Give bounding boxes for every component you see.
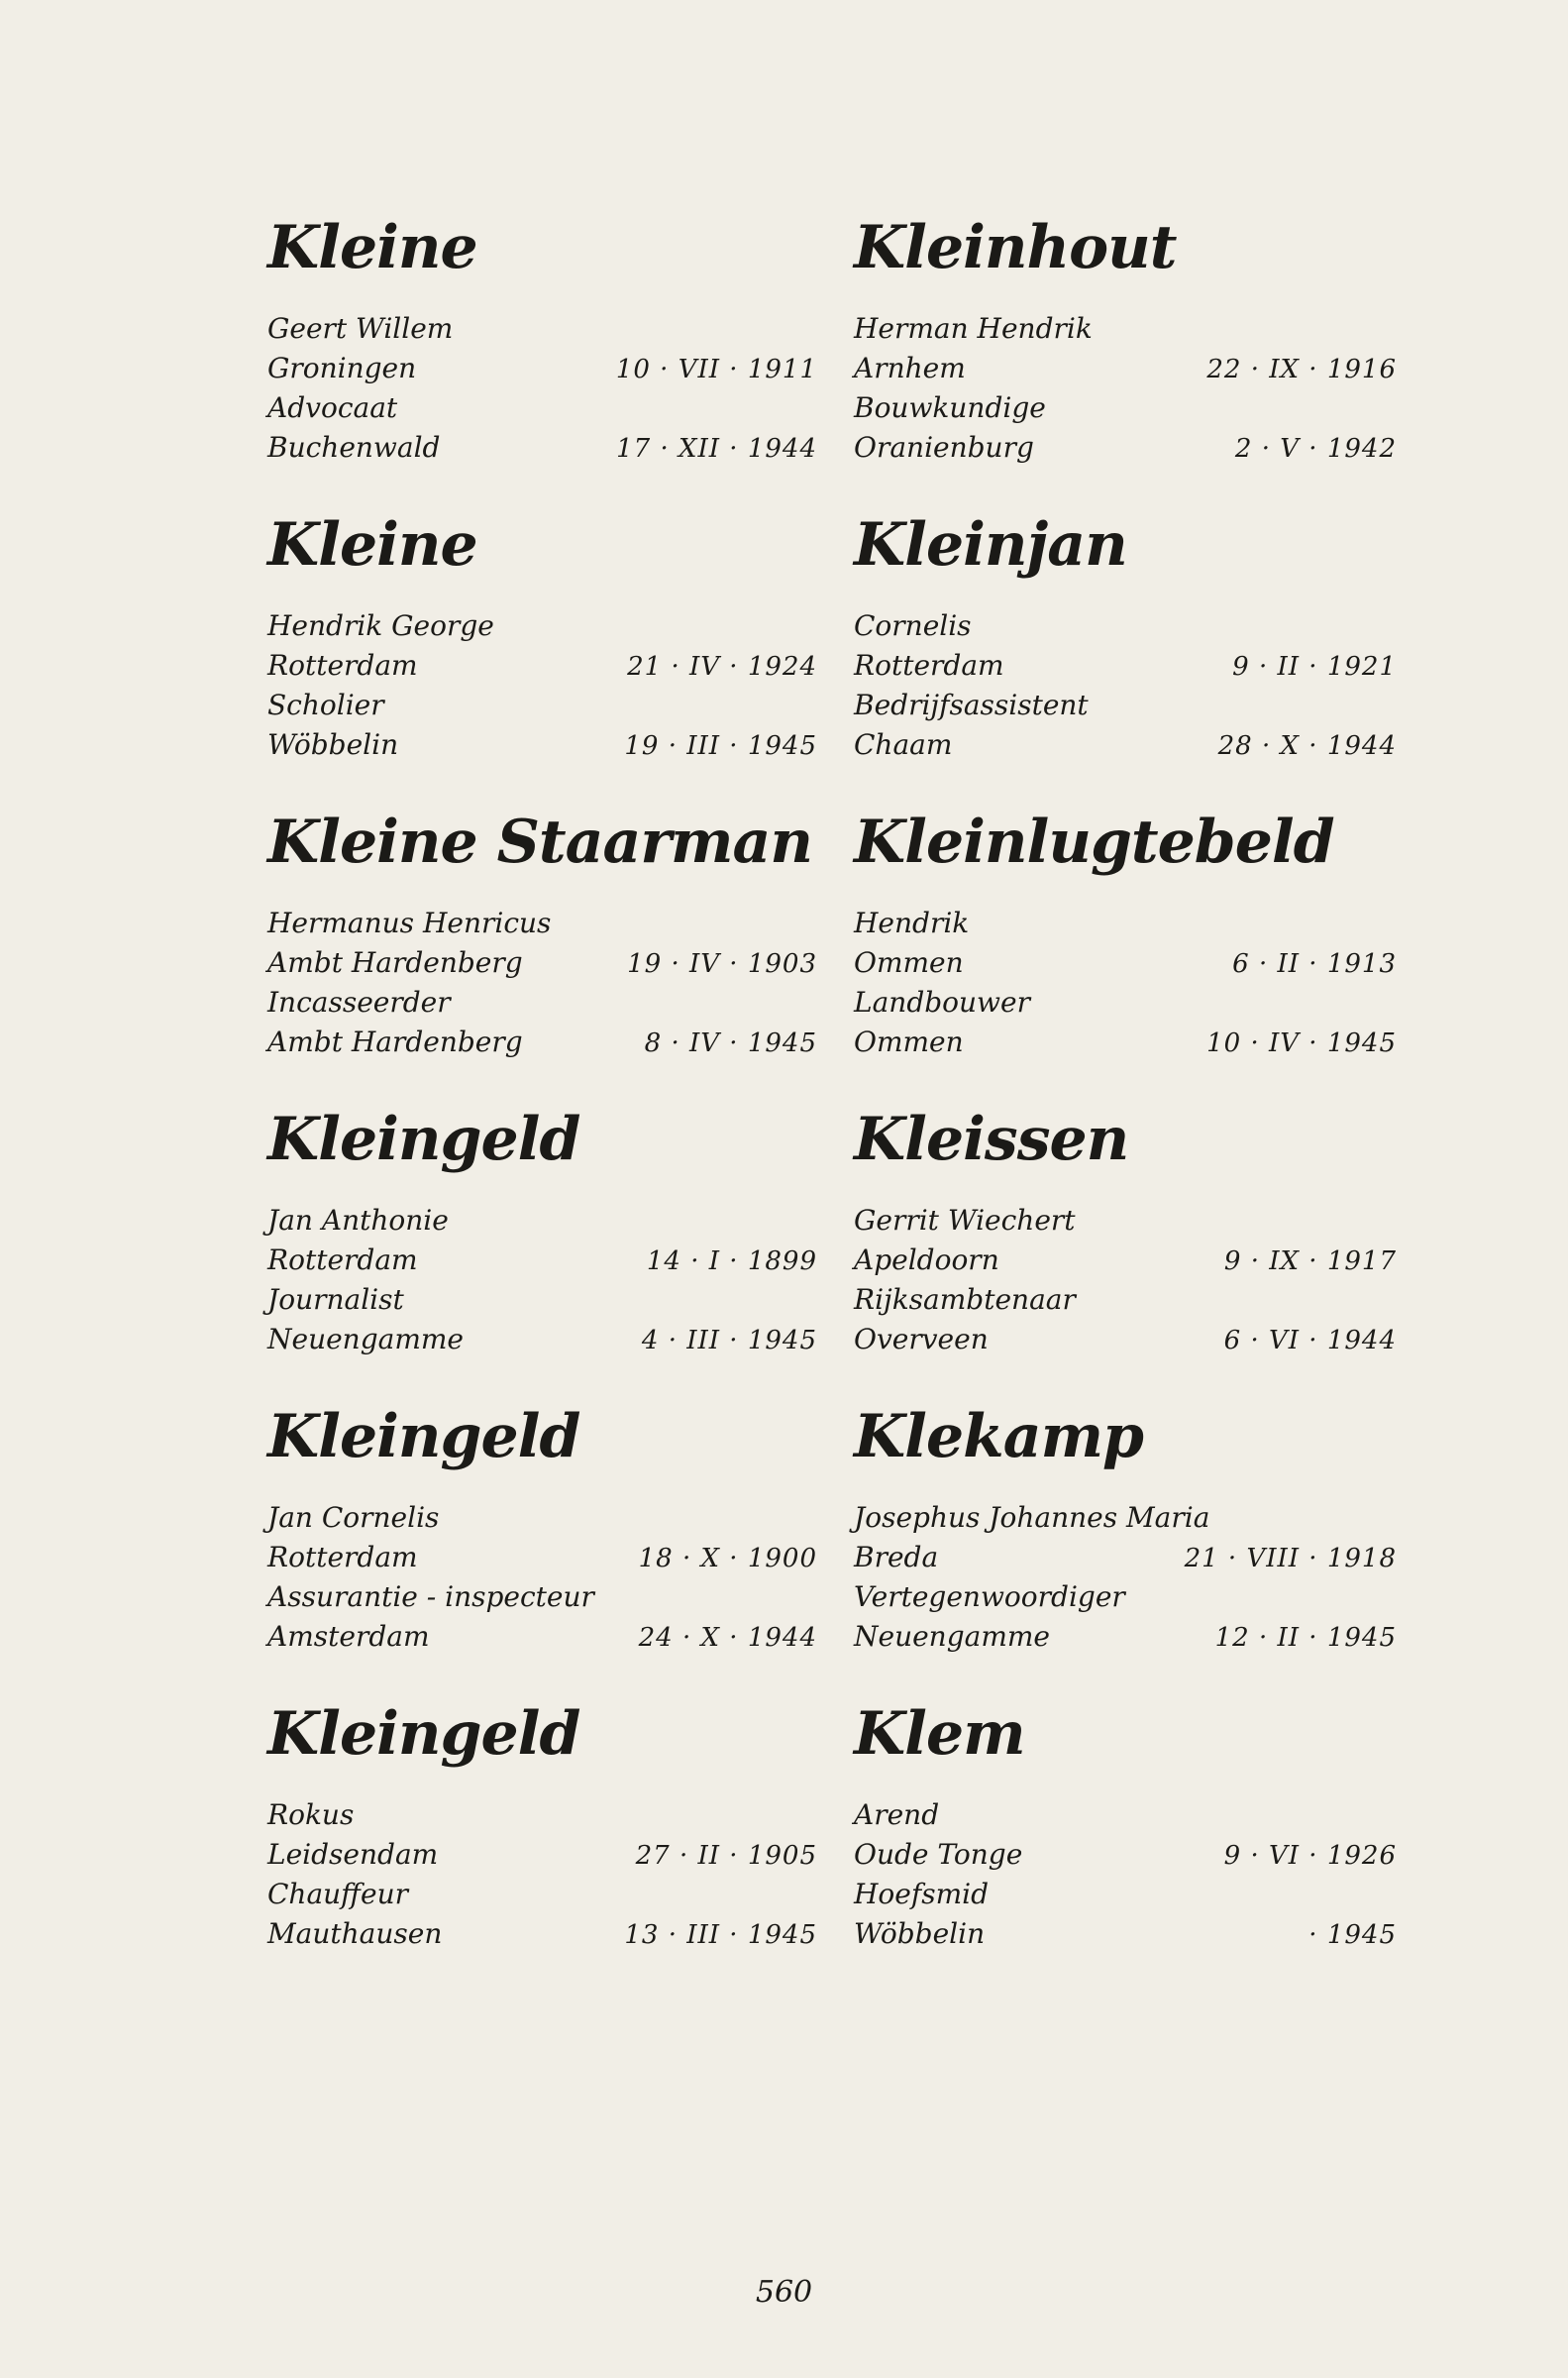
row-occupation [854, 1577, 1397, 1617]
birthplace: Oude Tonge [854, 1838, 1023, 1871]
birth-date: 21 · IV · 1924 [627, 652, 817, 682]
death-place: Overveen [854, 1323, 989, 1355]
entry-left-6 [267, 1699, 817, 1954]
birth-date: 19 · IV · 1903 [627, 949, 817, 979]
row-birth [267, 646, 817, 686]
row-death [854, 428, 1397, 468]
entry-right-6 [854, 1699, 1397, 1954]
row-birth-name [267, 309, 817, 349]
surname: Kleissen [854, 1105, 1129, 1174]
entry-right-2 [854, 510, 1397, 765]
row-birth-name [267, 1498, 817, 1538]
surname: Klekamp [854, 1402, 1144, 1471]
death-place: Neuengamme [854, 1620, 1050, 1653]
row-birth [267, 349, 817, 388]
surname: Kleingeld [267, 1105, 580, 1174]
row-birth-name [854, 904, 1397, 943]
occupation: Landbouwer [854, 986, 1030, 1019]
surname: Kleine [267, 510, 477, 580]
row-birth-name [854, 1201, 1397, 1241]
row-death [854, 1617, 1397, 1657]
occupation: Bedrijfsassistent [854, 689, 1089, 721]
row-death [854, 1320, 1397, 1359]
row-birth-name [267, 1795, 817, 1835]
row-birth-name [854, 606, 1397, 646]
occupation: Scholier [267, 689, 384, 721]
page-number: 560 [755, 2275, 813, 2310]
surname: Kleine Staarman [267, 808, 812, 877]
surname: Kleine [267, 213, 477, 282]
row-birth-name [854, 1498, 1397, 1538]
death-date: 2 · V · 1942 [1234, 434, 1397, 464]
birth-date: 6 · II · 1913 [1232, 949, 1397, 979]
death-place: Ommen [854, 1026, 964, 1058]
surname: Kleinjan [854, 510, 1127, 580]
given-names: Hendrik [854, 907, 970, 939]
birthplace: Ambt Hardenberg [267, 946, 523, 979]
row-birth [854, 1241, 1397, 1280]
birth-date: 9 · II · 1921 [1232, 652, 1397, 682]
row-birth [854, 349, 1397, 388]
row-death [854, 725, 1397, 765]
given-names: Hermanus Henricus [267, 907, 552, 939]
death-place: Mauthausen [267, 1917, 443, 1950]
surname: Klem [854, 1699, 1025, 1769]
occupation: Assurantie - inspecteur [267, 1580, 594, 1613]
given-names: Jan Anthonie [267, 1204, 449, 1237]
row-birth [854, 646, 1397, 686]
row-birth [267, 1835, 817, 1875]
surname: Kleinlugtebeld [854, 808, 1334, 877]
row-birth-name [854, 309, 1397, 349]
death-place: Buchenwald [267, 431, 441, 464]
occupation: Rijksambtenaar [854, 1283, 1076, 1316]
death-date: · 1945 [1308, 1920, 1397, 1950]
given-names: Gerrit Wiechert [854, 1204, 1076, 1237]
row-death [267, 1320, 817, 1359]
given-names: Herman Hendrik [854, 312, 1093, 345]
birth-date: 21 · VIII · 1918 [1184, 1544, 1397, 1573]
entry-right-4 [854, 1105, 1397, 1359]
birth-date: 9 · IX · 1917 [1223, 1246, 1397, 1276]
birth-date: 14 · I · 1899 [646, 1246, 817, 1276]
row-birth-name [267, 606, 817, 646]
entry-left-4 [267, 1105, 817, 1359]
given-names: Josephus Johannes Maria [854, 1501, 1210, 1534]
row-death [267, 428, 817, 468]
row-birth [854, 1538, 1397, 1577]
birth-date: 22 · IX · 1916 [1206, 355, 1397, 384]
death-place: Amsterdam [267, 1620, 430, 1653]
death-place: Ambt Hardenberg [267, 1026, 523, 1058]
row-death [267, 1617, 817, 1657]
death-date: 4 · III · 1945 [641, 1326, 817, 1355]
row-occupation [267, 686, 817, 725]
given-names: Rokus [267, 1798, 355, 1831]
birth-date: 9 · VI · 1926 [1223, 1841, 1397, 1871]
entry-right-3 [854, 808, 1397, 1062]
row-occupation [267, 1280, 817, 1320]
birth-date: 27 · II · 1905 [635, 1841, 817, 1871]
birth-date: 18 · X · 1900 [638, 1544, 817, 1573]
surname: Kleingeld [267, 1699, 580, 1769]
row-occupation [267, 1875, 817, 1914]
row-occupation [854, 983, 1397, 1023]
death-place: Chaam [854, 728, 953, 761]
entry-right-5 [854, 1402, 1397, 1657]
row-death [267, 725, 817, 765]
death-date: 12 · II · 1945 [1214, 1623, 1397, 1653]
entry-right-1 [854, 213, 1397, 468]
row-death [854, 1023, 1397, 1062]
given-names: Cornelis [854, 609, 972, 642]
death-date: 8 · IV · 1945 [644, 1028, 817, 1058]
entry-left-3 [267, 808, 817, 1062]
birthplace: Rotterdam [854, 649, 1004, 682]
row-occupation [854, 388, 1397, 428]
birthplace: Rotterdam [267, 649, 418, 682]
birthplace: Leidsendam [267, 1838, 439, 1871]
row-occupation [854, 686, 1397, 725]
occupation: Vertegenwoordiger [854, 1580, 1125, 1613]
row-death [854, 1914, 1397, 1954]
occupation: Hoefsmid [854, 1878, 990, 1910]
row-occupation [267, 983, 817, 1023]
death-place: Wöbbelin [267, 728, 399, 761]
row-birth-name [267, 1201, 817, 1241]
death-place: Oranienburg [854, 431, 1034, 464]
entry-left-1 [267, 213, 817, 468]
death-date: 10 · IV · 1945 [1206, 1028, 1397, 1058]
row-birth [854, 1835, 1397, 1875]
birthplace: Arnhem [854, 352, 966, 384]
row-birth-name [267, 904, 817, 943]
occupation: Bouwkundige [854, 391, 1046, 424]
occupation: Chauffeur [267, 1878, 409, 1910]
birthplace: Ommen [854, 946, 964, 979]
birthplace: Groningen [267, 352, 417, 384]
row-death [267, 1914, 817, 1954]
surname: Kleinhout [854, 213, 1177, 282]
entry-left-5 [267, 1402, 817, 1657]
death-place: Neuengamme [267, 1323, 464, 1355]
death-date: 28 · X · 1944 [1217, 731, 1397, 761]
given-names: Jan Cornelis [267, 1501, 440, 1534]
row-occupation [854, 1280, 1397, 1320]
occupation: Advocaat [267, 391, 398, 424]
given-names: Arend [854, 1798, 940, 1831]
row-birth [267, 1241, 817, 1280]
death-date: 6 · VI · 1944 [1223, 1326, 1397, 1355]
row-birth-name [854, 1795, 1397, 1835]
death-date: 24 · X · 1944 [638, 1623, 817, 1653]
death-date: 17 · XII · 1944 [616, 434, 817, 464]
birthplace: Apeldoorn [854, 1243, 999, 1276]
birthplace: Rotterdam [267, 1243, 418, 1276]
row-occupation [267, 388, 817, 428]
death-date: 13 · III · 1945 [624, 1920, 817, 1950]
row-birth [854, 943, 1397, 983]
row-birth [267, 1538, 817, 1577]
row-occupation [267, 1577, 817, 1617]
entry-left-2 [267, 510, 817, 765]
occupation: Journalist [267, 1283, 404, 1316]
birthplace: Breda [854, 1541, 939, 1573]
death-place: Wöbbelin [854, 1917, 986, 1950]
birth-date: 10 · VII · 1911 [615, 355, 817, 384]
death-date: 19 · III · 1945 [624, 731, 817, 761]
row-birth [267, 943, 817, 983]
given-names: Hendrik George [267, 609, 494, 642]
given-names: Geert Willem [267, 312, 454, 345]
surname: Kleingeld [267, 1402, 580, 1471]
birthplace: Rotterdam [267, 1541, 418, 1573]
row-death [267, 1023, 817, 1062]
occupation: Incasseerder [267, 986, 451, 1019]
row-occupation [854, 1875, 1397, 1914]
